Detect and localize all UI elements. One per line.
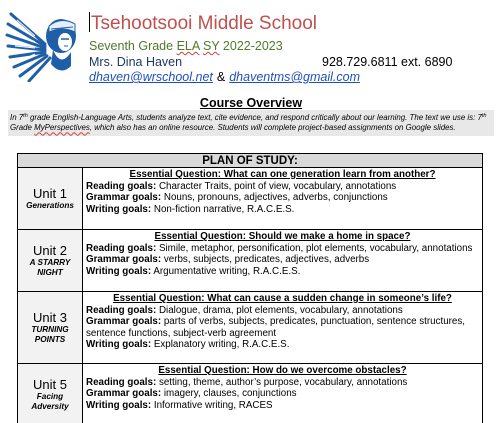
native-warrior-headdress-logo-icon — [5, 6, 85, 82]
unit-row — [18, 292, 483, 364]
reading-goals: Reading goals: Dialogue, drama, plot elements, vocabulary, annotations — [86, 304, 403, 316]
unit-row — [18, 364, 483, 423]
course-overview-text: In 7th grade English-Language Arts, students analyze text, cite evidence, and respond critically about our learning. The text we use is: 7th Grade MyPerspectives, which also has an online resource. Students will complete project-based assignments on Google slides. — [10, 113, 487, 133]
unit-theme: Facing Adversity — [31, 392, 69, 411]
plan-of-study-table — [17, 153, 483, 423]
unit-theme: Generations — [26, 201, 74, 210]
grade-sy: SY — [202, 39, 220, 53]
phone-number: 928.729.6811 ext. 6890 — [322, 55, 453, 69]
course-overview — [8, 95, 494, 136]
school-name: Tsehootsooi Middle School — [91, 13, 318, 34]
unit-cell — [18, 168, 83, 230]
plan-title: PLAN OF STUDY: — [18, 154, 483, 168]
essential-question: Essential Question: Should we make a home in space? — [154, 231, 411, 242]
teacher-name: Mrs. Dina Haven — [89, 55, 183, 69]
grade-ela: ELA — [176, 39, 200, 53]
reading-goals: Reading goals: Character Traits, point of view, vocabulary, annotations — [86, 180, 397, 192]
document-header — [0, 0, 500, 96]
unit-details — [83, 292, 483, 364]
email-link-gmail[interactable]: dhaventms@gmail.com — [229, 70, 361, 84]
unit-number: Unit 3 — [33, 310, 67, 325]
email-line — [89, 70, 360, 84]
unit-theme: TURNING POINTS — [31, 325, 69, 344]
unit-cell — [18, 364, 83, 423]
unit-number: Unit 1 — [33, 186, 67, 201]
grammar-goals: Grammar goals: Nouns, pronouns, adjectives, adverbs, conjunctions — [86, 192, 388, 204]
essential-question: Essential Question: What can cause a sudden change in someone’s life? — [113, 293, 452, 304]
reading-goals: Reading goals: setting, theme, author’s purpose, vocabulary, annotations — [86, 376, 408, 388]
reading-goals: Reading goals: Simile, metaphor, personification, plot elements, vocabulary, annotations — [86, 242, 473, 254]
writing-goals: Writing goals: Non-fiction narrative, R.A.C.E.S. — [86, 203, 295, 215]
unit-details — [83, 168, 483, 230]
unit-row — [18, 230, 483, 292]
unit-theme: A STARRY NIGHT — [29, 258, 71, 277]
text-cursor — [89, 12, 90, 32]
writing-goals: Writing goals: Informative writing, RACES — [86, 399, 273, 411]
unit-number: Unit 5 — [33, 377, 67, 392]
plan-header-row — [18, 154, 483, 168]
textbook-name: MyPerspectives — [34, 123, 90, 133]
grammar-goals: Grammar goals: verbs, subjects, predicates, adjectives, adverbs — [86, 254, 370, 266]
unit-details — [83, 364, 483, 423]
unit-details — [83, 230, 483, 292]
grade-line: Seventh Grade ELA SY 2022-2023 — [89, 39, 283, 53]
grammar-goals: Grammar goals: parts of verbs, subjects, predicates, punctuation, sentence structures, sentence functions, subject-verb agreement — [86, 316, 466, 339]
unit-cell — [18, 292, 83, 364]
essential-question: Essential Question: How do we overcome obstacles? — [158, 365, 407, 376]
unit-row — [18, 168, 483, 230]
email-link-school[interactable]: dhaven@wrschool.net — [89, 70, 213, 84]
grammar-goals: Grammar goals: imagery, clauses, conjunctions — [86, 388, 297, 400]
course-overview-title: Course Overview — [8, 95, 494, 110]
essential-question: Essential Question: What can one generation learn from another? — [129, 169, 436, 180]
writing-goals: Writing goals: Argumentative writing, R.A.C.E.S. — [86, 265, 301, 277]
unit-number: Unit 2 — [33, 243, 67, 258]
unit-cell — [18, 230, 83, 292]
ampersand: & — [216, 70, 226, 84]
writing-goals: Writing goals: Explanatory writing, R.A.C.E.S. — [86, 339, 290, 351]
